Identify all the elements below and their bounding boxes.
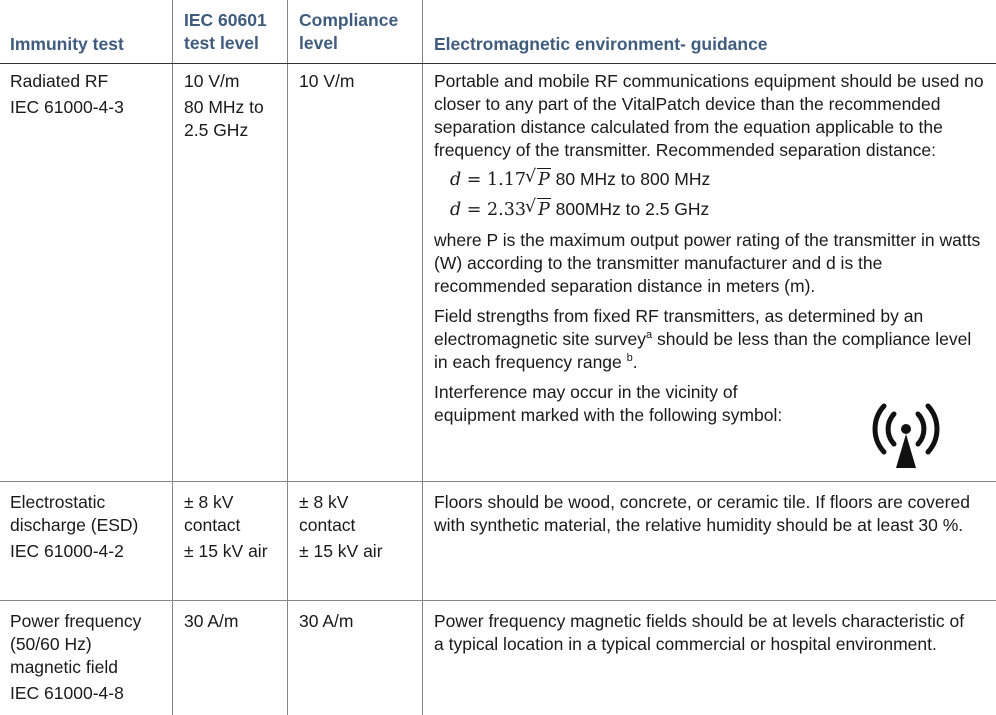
- column-divider-1: [172, 0, 173, 715]
- non-ionizing-radiation-icon: [864, 398, 948, 470]
- row2-level-1: ± 8 kV: [184, 492, 234, 512]
- row2-compliance-1: ± 8 kV: [299, 492, 349, 512]
- eq2-coef: = 2.33: [466, 200, 526, 220]
- row1-test-level: [184, 70, 284, 142]
- eq2-range: 800MHz to 2.5 GHz: [550, 199, 710, 219]
- row1-test-name: Radiated RF: [10, 71, 109, 91]
- header-test-level: [184, 9, 267, 55]
- row1-guidance-p1: Portable and mobile RF communications equipment should be used no closer to any part of the VitalPatch device than the recommended separation distance calculated from the equation applicable to the frequency of the transmitter. Recommended separation distance:: [434, 71, 984, 160]
- header-immunity-test: Immunity test: [10, 34, 124, 54]
- p4-line1: Interference may occur in the vicinity of: [434, 382, 738, 402]
- p4-line2: equipment marked with the following symbol:: [434, 405, 783, 425]
- header-compliance-level: [299, 9, 398, 55]
- row3-test-name-1: Power frequency: [10, 611, 142, 631]
- row2-level-3: ± 15 kV air: [184, 541, 268, 561]
- row-divider-1: [0, 481, 996, 482]
- header-compliance-line2: level: [299, 33, 338, 53]
- row3-test-name-2: (50/60 Hz): [10, 634, 92, 654]
- row3-guidance: Power frequency magnetic fields should be at levels characteristic of a typical location in a typical commercial or hospital environment.: [434, 611, 965, 654]
- eq1-range: 80 MHz to 800 MHz: [550, 169, 711, 189]
- row2-guidance: Floors should be wood, concrete, or ceramic tile. If floors are covered with synthetic material, the relative humidity should be at least 30 %.: [434, 492, 970, 535]
- row2-test-level: [184, 491, 284, 563]
- row1-level-range-1: 80 MHz to: [184, 97, 264, 117]
- header-compliance-line1: Compliance: [299, 10, 399, 30]
- header-test-level-line2: test level: [184, 33, 259, 53]
- row1-compliance: 10 V/m: [299, 71, 355, 91]
- row1-guidance-p2: where P is the maximum output power rating of the transmitter in watts (W) according to the transmitter manufacturer and d is the recommended separation distance in meters (m).: [434, 230, 981, 296]
- row2-test-name-1: Electrostatic: [10, 492, 106, 512]
- row2-compliance-3: ± 15 kV air: [299, 541, 383, 561]
- row2-immunity-test: [10, 491, 170, 563]
- row1-test-standard: IEC 61000-4-3: [10, 97, 124, 117]
- row3-immunity-test: [10, 610, 170, 705]
- row1-guidance: [434, 70, 984, 427]
- header-divider: [0, 63, 996, 64]
- row1-level-value: 10 V/m: [184, 71, 240, 91]
- row3-compliance: 30 A/m: [299, 611, 354, 631]
- row2-compliance-2: contact: [299, 515, 356, 535]
- row3-test-standard: IEC 61000-4-8: [10, 683, 124, 703]
- row2-test-standard: IEC 61000-4-2: [10, 541, 124, 561]
- row3-test-name-3: magnetic field: [10, 657, 118, 677]
- row2-test-name-2: discharge (ESD): [10, 515, 139, 535]
- row-divider-2: [0, 600, 996, 601]
- eq1-coef: = 1.17: [466, 170, 526, 190]
- eq1-radicand: P: [537, 170, 550, 190]
- equation-2: [434, 198, 984, 222]
- row3-test-level: 30 A/m: [184, 611, 239, 631]
- p3-text-c: .: [632, 352, 638, 372]
- column-divider-2: [287, 0, 288, 715]
- row1-immunity-test: [10, 70, 165, 119]
- header-guidance: Electromagnetic environment- guidance: [434, 34, 768, 54]
- row2-compliance: [299, 491, 419, 563]
- eq2-var: d: [450, 200, 462, 220]
- p3-text-a: Field strengths from fixed RF transmitters, as determined by an electromagnetic site survey: [434, 306, 924, 349]
- footnote-a: a: [646, 329, 653, 342]
- row1-guidance-p3: [434, 305, 984, 374]
- row1-level-range-2: 2.5 GHz: [184, 120, 249, 140]
- equation-1: [434, 168, 984, 192]
- eq2-radicand: P: [537, 200, 550, 220]
- eq1-var: d: [450, 170, 462, 190]
- column-divider-3: [422, 0, 423, 715]
- p3-text-b: should be less than the compliance level in each frequency range: [434, 329, 972, 372]
- row2-level-2: contact: [184, 515, 241, 535]
- footnote-b: b: [626, 352, 633, 365]
- header-test-level-line1: IEC 60601: [184, 10, 267, 30]
